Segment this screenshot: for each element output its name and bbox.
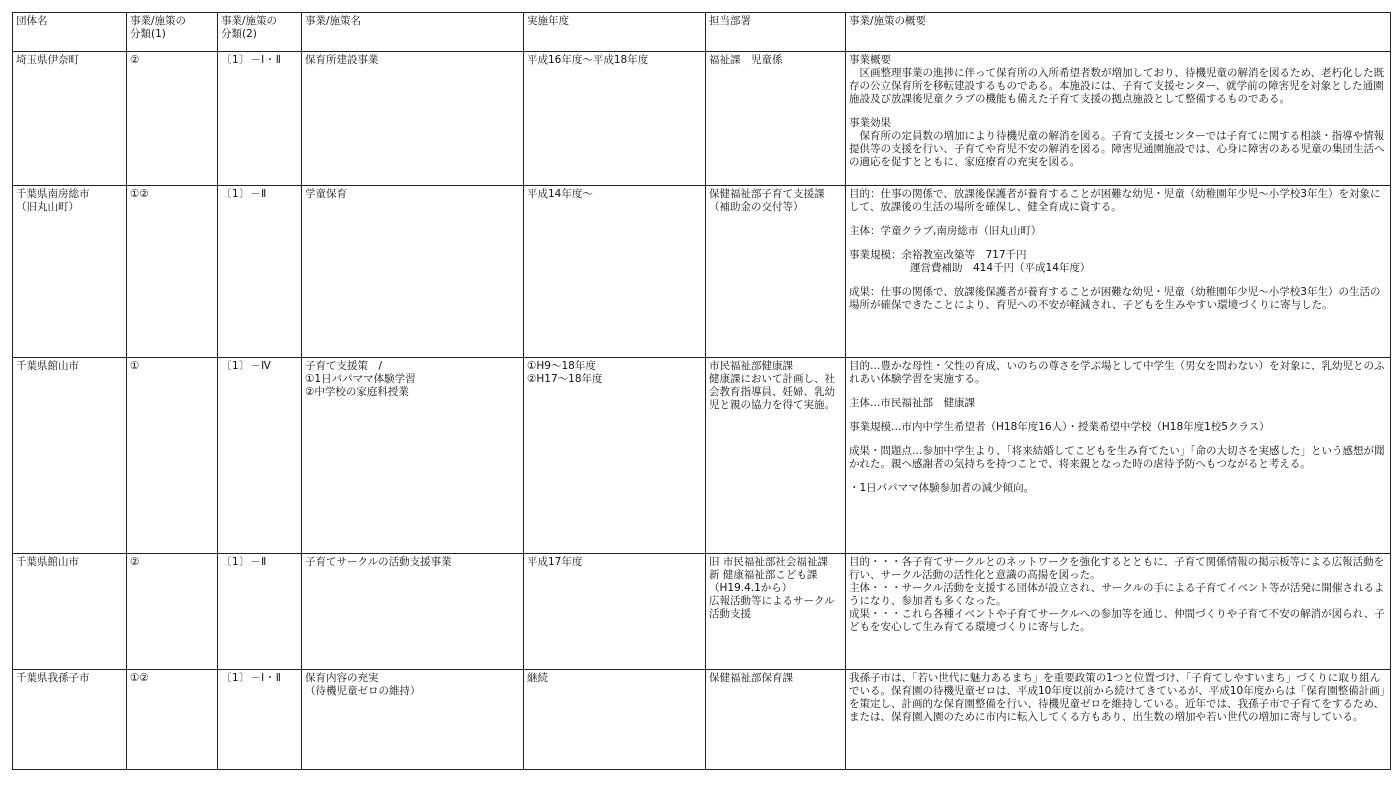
summary-text: 成果・・・これら各種イベントや子育てサークルへの参加等を通じ、仲間づくりや子育て不安の解消が図られ、子どもを安心して生み育てる環境づくりに寄与した。 [849, 608, 1385, 633]
cell-org: 埼玉県伊奈町 [13, 52, 127, 186]
header-summary: 事業/施策の概要 [846, 13, 1391, 52]
cell-name: 保育内容の充実 （待機児童ゼロの維持） [302, 670, 524, 770]
header-row [13, 13, 1391, 52]
summary-text: 事業規模…市内中学生希望者（H18年度16人）・授業希望中学校（H18年度1校5クラス） [849, 421, 1270, 433]
cell-org: 千葉県我孫子市 [13, 670, 127, 770]
summary-text: 目的…豊かな母性・父性の育成、いのちの尊さを学ぶ場として中学生（男女を問わない）を対象に、乳幼児とのふれあい体験学習を実施する。 [849, 360, 1385, 385]
table-row [13, 670, 1391, 770]
cell-class1: ①② [127, 186, 218, 358]
table-row [13, 554, 1391, 670]
cell-org: 千葉県館山市 [13, 358, 127, 554]
summary-text: 区画整理事業の進捗に伴って保育所の入所希望者数が増加しており、待機児童の解消を図るため、老朽化した既存の公立保育所を移転建設するものである。本施設には、子育て支援センター、就学前の障害児を対象とした通園施設及び放課後児童クラブの機能も備えた子育て支援の拠点施設として整備するものである。 [849, 67, 1385, 105]
table-row [13, 186, 1391, 358]
cell-summary [846, 186, 1391, 358]
cell-year: 継続 [524, 670, 706, 770]
header-name: 事業/施策名 [302, 13, 524, 52]
summary-text: 運営費補助 414千円（平成14年度） [910, 262, 1091, 274]
cell-name: 子育てサークルの活動支援事業 [302, 554, 524, 670]
header-year: 実施年度 [524, 13, 706, 52]
cell-class1: ② [127, 52, 218, 186]
summary-text: 成果：仕事の関係で、放課後保護者が養育することが困難な幼児・児童（幼稚園年少児～小学校3年生）の生活の場所が確保できたことにより、育児への不安が軽減され、子どもを生みやすい環境づくりに寄与した。 [849, 286, 1381, 311]
header-class2: 事業/施策の 分類(2) [218, 13, 302, 52]
summary-text: ・1日パパママ体験参加者の減少傾向。 [849, 482, 1035, 494]
cell-year: 平成14年度～ [524, 186, 706, 358]
summary-text: 目的：仕事の関係で、放課後保護者が養育することが困難な幼児・児童（幼稚園年少児～小学校3年生）を対象にして、放課後の生活の場所を確保し、健全育成に資する。 [849, 188, 1381, 213]
cell-name: 子育て支援策 / ①1日パパママ体験学習 ②中学校の家庭科授業 [302, 358, 524, 554]
cell-class1: ①② [127, 670, 218, 770]
summary-text: 目的・・・各子育てサークルとのネットワークを強化するとともに、子育て関係情報の掲示板等による広報活動を行い、サークル活動の活性化と意識の高揚を図った。 [849, 556, 1385, 581]
cell-dept: 福祉課 児童係 [706, 52, 846, 186]
summary-text: 事業規模：余裕教室改築等 717千円 [849, 249, 1027, 261]
summary-text: 我孫子市は、「若い世代に魅力あるまち」を重要政策の1つと位置づけ、「子育てしやすいまち」づくりに取り組んでいる。保育園の待機児童ゼロは、平成10年度以前から続けてきているが、平成10年度からは「保育園整備計画」を策定し、計画的な保育園整備を行い、待機児童ゼロを維持している。近年では、我孫子市で子育てをするため、または、保育園入園のために市内に転入してくる方もあり、出生数の増加や若い世代の増加に寄与している。 [849, 672, 1385, 723]
header-dept: 担当部署 [706, 13, 846, 52]
cell-summary [846, 554, 1391, 670]
cell-year: 平成16年度～平成18年度 [524, 52, 706, 186]
cell-org: 千葉県館山市 [13, 554, 127, 670]
summary-text: 成果・問題点…参加中学生より、「将来結婚してこどもを生み育てたい」「命の大切さを実感した」という感想が聞かれた。親へ感謝者の気持ちを持つことで、将来親となった時の虐待予防へもつながると考える。 [849, 445, 1385, 470]
cell-class2: 〔1〕－Ⅰ・Ⅱ [218, 670, 302, 770]
header-class1: 事業/施策の 分類(1) [127, 13, 218, 52]
cell-name: 保育所建設事業 [302, 52, 524, 186]
cell-class1: ① [127, 358, 218, 554]
cell-class2: 〔1〕－Ⅳ [218, 358, 302, 554]
cell-summary [846, 670, 1391, 770]
header-org: 団体名 [13, 13, 127, 52]
cell-class2: 〔1〕－Ⅱ [218, 554, 302, 670]
cell-dept: 旧 市民福祉部社会福祉課 新 健康福祉部こども課 （H19.4.1から） 広報活動等によるサークル活動支援 [706, 554, 846, 670]
summary-text: 保育所の定員数の増加により待機児童の解消を図る。子育て支援センターでは子育てに関する相談・指導や情報提供等の支援を行い、子育てや育児不安の解消を図る。障害児通園施設では、心身に障害のある児童の集団生活への適応を促すとともに、家庭療育の充実を図る。 [849, 130, 1385, 168]
cell-dept: 市民福祉部健康課 健康課において計画し、社会教育指導員、妊婦、乳幼児と親の協力を得て実施。 [706, 358, 846, 554]
summary-text: 主体…市民福祉部 健康課 [849, 397, 975, 409]
policy-table [12, 12, 1391, 770]
summary-heading: 事業概要 [849, 54, 891, 66]
summary-heading: 事業効果 [849, 117, 891, 129]
cell-year: 平成17年度 [524, 554, 706, 670]
cell-class2: 〔1〕－Ⅰ・Ⅱ [218, 52, 302, 186]
cell-org: 千葉県南房総市 （旧丸山町） [13, 186, 127, 358]
cell-summary [846, 358, 1391, 554]
summary-text: 主体・・・サークル活動を支援する団体が設立され、サークルの手による子育てイベント等が活発に開催されるようになり、参加者も多くなった。 [849, 582, 1385, 607]
summary-text: 主体：学童クラブ,南房総市（旧丸山町） [849, 225, 1042, 237]
table-row [13, 358, 1391, 554]
cell-summary [846, 52, 1391, 186]
cell-year: ①H9～18年度 ②H17～18年度 [524, 358, 706, 554]
cell-name: 学童保育 [302, 186, 524, 358]
table-row [13, 52, 1391, 186]
cell-dept: 保健福祉部保育課 [706, 670, 846, 770]
cell-class2: 〔1〕－Ⅱ [218, 186, 302, 358]
cell-class1: ② [127, 554, 218, 670]
cell-dept: 保健福祉部子育て支援課 （補助金の交付等） [706, 186, 846, 358]
